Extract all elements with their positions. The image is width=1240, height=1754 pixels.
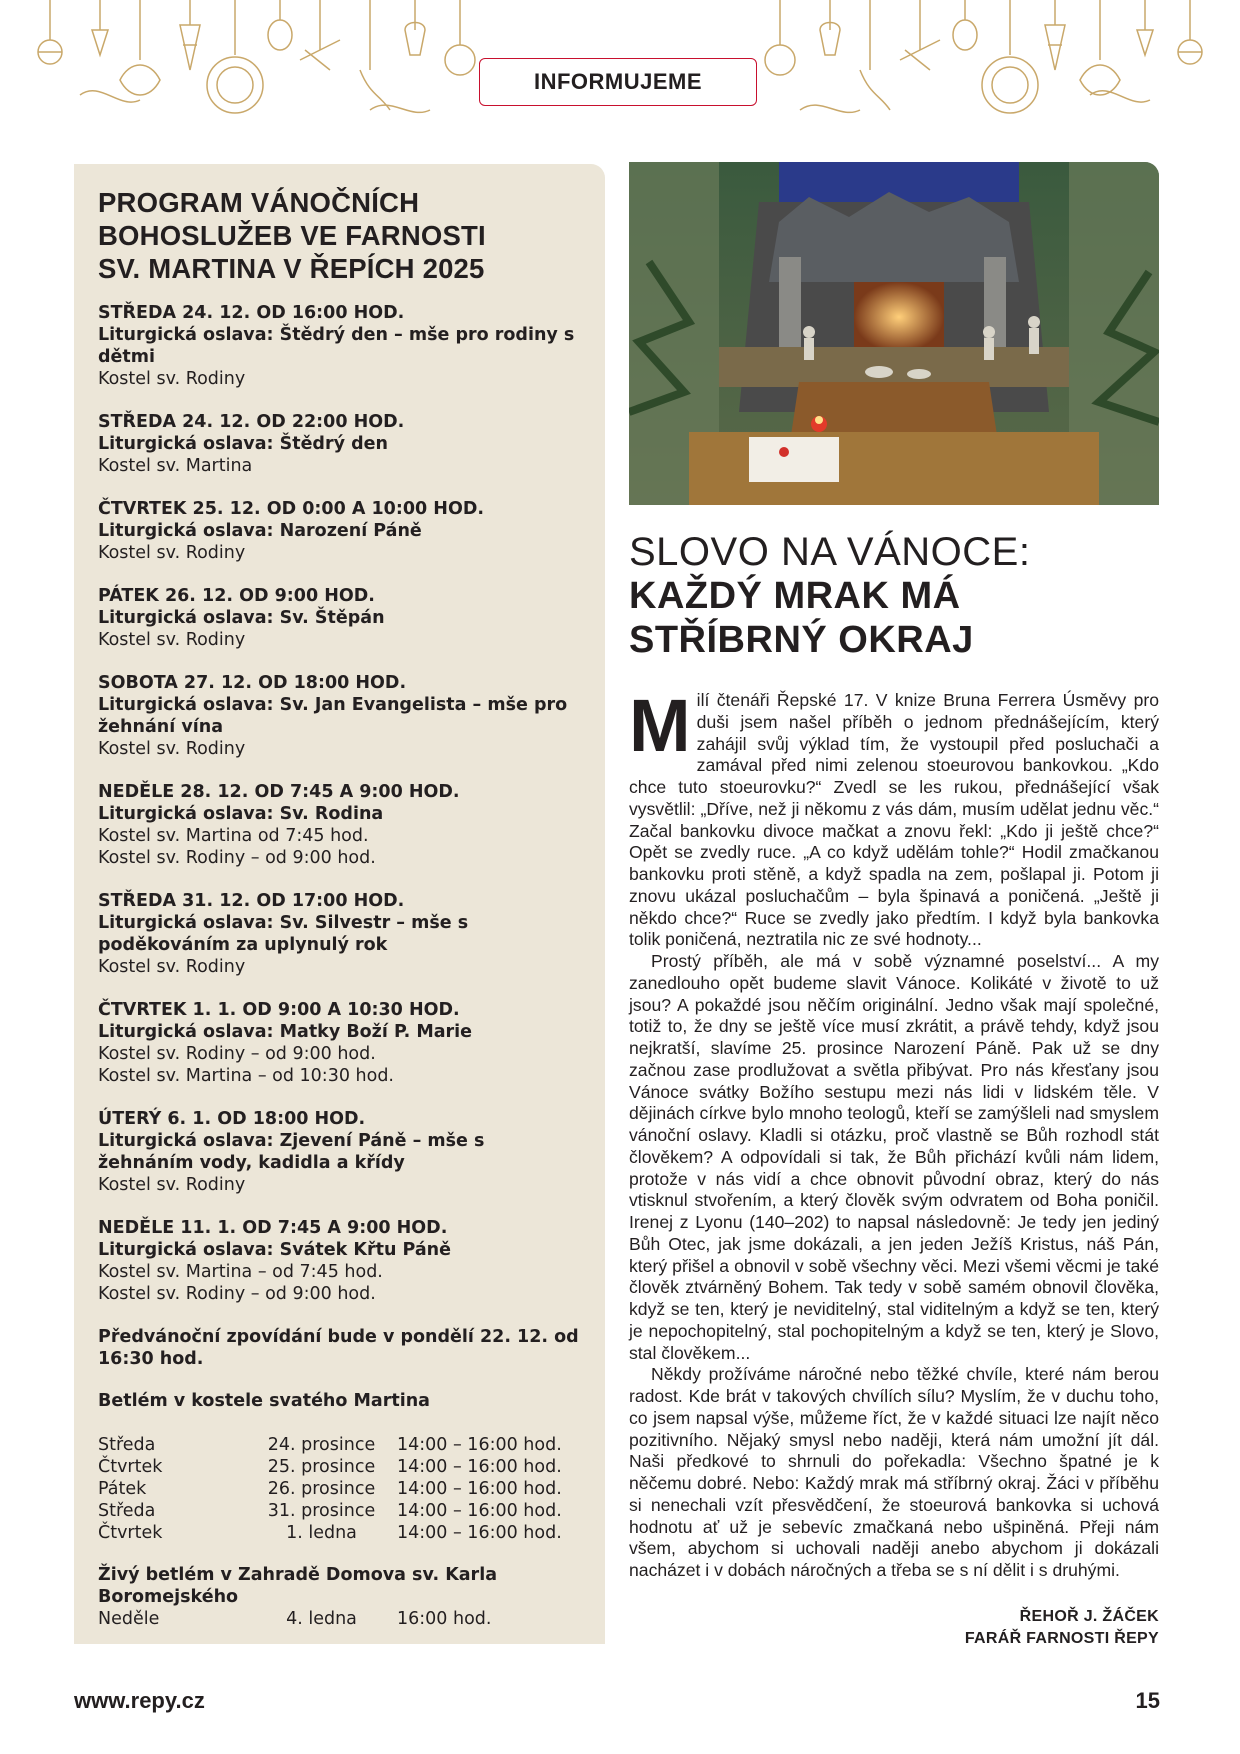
event-datetime: STŘEDA 24. 12. OD 22:00 HOD. bbox=[98, 412, 405, 432]
betlem-schedule bbox=[98, 1434, 581, 1544]
event-location: Kostel sv. Rodiny – od 9:00 hod. bbox=[98, 848, 376, 868]
event-location: Kostel sv. Rodiny bbox=[98, 543, 246, 563]
event-datetime: STŘEDA 31. 12. OD 17:00 HOD. bbox=[98, 891, 405, 911]
event-liturgy: Liturgická oslava: Sv. Štěpán bbox=[98, 608, 385, 628]
event-liturgy: Liturgická oslava: Svátek Křtu Páně bbox=[98, 1240, 451, 1260]
event-datetime: ČTVRTEK 25. 12. OD 0:00 A 10:00 HOD. bbox=[98, 499, 484, 519]
schedule-time: 14:00 – 16:00 hod. bbox=[397, 1479, 562, 1499]
event-location: Kostel sv. Rodiny bbox=[98, 369, 246, 389]
program-event bbox=[98, 498, 581, 564]
article-title bbox=[629, 530, 1169, 662]
event-datetime: STŘEDA 24. 12. OD 16:00 HOD. bbox=[98, 303, 405, 323]
program-title-line: SV. MARTINA V ŘEPÍCH 2025 bbox=[98, 253, 485, 284]
nativity-scene-image bbox=[629, 162, 1159, 505]
schedule-day: Čtvrtek bbox=[98, 1457, 163, 1477]
event-location: Kostel sv. Rodiny bbox=[98, 630, 246, 650]
article-first-paragraph-text: ilí čtenáři Řepské 17. V knize Bruna Ferrera Úsměvy pro duši jsem našel příběh o jednom přednášejícím, který zahájil svůj výklad tím, že vystoupil před posluchači a zamával před nimi zelenou stoeurovou bankovkou. „Kdo chce tuto stoeurovku?“ Zvedl se les rukou, přednášející však vysvětlil: „Dříve, než ji někomu z vás dám, musím udělat jednu věc.“ Začal bankovku divoce mačkat a znovu řekl: „Kdo ji ještě chce?“ Opět se zvedly ruce. „A co když udělám tohle?“ Hodil zmačkanou bankovku proti stěně, a když spadla na zem, pošlapal ji. Potom ji znovu ukázal posluchačům – byla špinavá a poničená. „Ještě ji někdo chce?“ Ruce se zvedly jako předtím. I když byla bankovka tolik poničená, neztratila nic ze své hodnoty... bbox=[629, 690, 1159, 950]
article-body bbox=[629, 684, 1159, 1582]
schedule-time: 14:00 – 16:00 hod. bbox=[397, 1501, 562, 1521]
event-datetime: SOBOTA 27. 12. OD 18:00 HOD. bbox=[98, 673, 407, 693]
program-event bbox=[98, 411, 581, 477]
schedule-day: Neděle bbox=[98, 1609, 160, 1629]
article-title-line: KAŽDÝ MRAK MÁ bbox=[629, 575, 961, 617]
author-role: FARÁŘ FARNOSTI ŘEPY bbox=[964, 1630, 1159, 1647]
article-title-line: STŘÍBRNÝ OKRAJ bbox=[629, 619, 974, 661]
schedule-time: 16:00 hod. bbox=[397, 1609, 492, 1629]
betlem-heading: Betlém v kostele svatého Martina bbox=[98, 1391, 430, 1411]
event-datetime: ČTVRTEK 1. 1. OD 9:00 A 10:30 HOD. bbox=[98, 1000, 460, 1020]
event-location: Kostel sv. Martina – od 7:45 hod. bbox=[98, 1262, 383, 1282]
section-label: INFORMUJEME bbox=[479, 58, 757, 106]
schedule-row bbox=[98, 1434, 581, 1456]
event-liturgy: Liturgická oslava: Zjevení Páně – mše s žehnáním vody, kadidla a křídy bbox=[98, 1131, 485, 1173]
program-event-list bbox=[98, 302, 581, 1305]
schedule-date: 26. prosince bbox=[267, 1479, 376, 1499]
program-event bbox=[98, 585, 581, 651]
author-signature bbox=[965, 1606, 1159, 1650]
event-location: Kostel sv. Rodiny bbox=[98, 1175, 246, 1195]
program-title-line: PROGRAM VÁNOČNÍCH bbox=[98, 187, 420, 218]
schedule-row bbox=[98, 1608, 581, 1630]
nativity-photo bbox=[629, 162, 1159, 505]
page-number: 15 bbox=[1135, 1688, 1160, 1713]
schedule-day: Středa bbox=[98, 1435, 156, 1455]
event-location: Kostel sv. Rodiny bbox=[98, 739, 246, 759]
event-liturgy: Liturgická oslava: Narození Páně bbox=[98, 521, 422, 541]
schedule-day: Pátek bbox=[98, 1479, 147, 1499]
event-location: Kostel sv. Martina bbox=[98, 456, 253, 476]
program-event bbox=[98, 1217, 581, 1305]
event-liturgy: Liturgická oslava: Sv. Jan Evangelista – mše pro žehnání vína bbox=[98, 695, 568, 737]
drop-cap: M bbox=[629, 684, 691, 767]
zivy-betlem-schedule bbox=[98, 1608, 581, 1630]
schedule-date: 1. ledna bbox=[286, 1523, 357, 1543]
program-event bbox=[98, 302, 581, 390]
article-paragraph bbox=[629, 684, 1159, 951]
schedule-day: Čtvrtek bbox=[98, 1523, 163, 1543]
christmas-ornaments-right bbox=[760, 0, 1220, 140]
schedule-date: 25. prosince bbox=[267, 1457, 376, 1477]
article-title-kicker: SLOVO NA VÁNOCE: bbox=[629, 530, 1031, 574]
event-location: Kostel sv. Martina od 7:45 hod. bbox=[98, 826, 369, 846]
program-event bbox=[98, 781, 581, 869]
event-datetime: NEDĚLE 28. 12. OD 7:45 A 9:00 HOD. bbox=[98, 782, 460, 802]
event-datetime: NEDĚLE 11. 1. OD 7:45 A 9:00 HOD. bbox=[98, 1218, 448, 1238]
event-location: Kostel sv. Rodiny – od 9:00 hod. bbox=[98, 1044, 376, 1064]
article-paragraph: Někdy prožíváme náročné nebo těžké chvíle, které nám berou radost. Kde brát v takových chvílích sílu? Myslím, že v duchu toho, co jsem napsal výše, můžeme říct, že v každé situaci lze najít něco pozitivního. Nějaký smysl nebo naději, která nám umožní jít dál. Naši předkové to shrnuli do pořekadla: Všechno špatné je k něčemu dobré. Nebo: Každý mrak má stříbrný okraj. Žáci v příběhu si nenechali vzít přesvědčení, že stoeurová bankovka si uchová hodnotu ať už je sebevíc zmačkaná nebo ušpiněná. Přeji nám všem, abychom si uchovali naději anebo abychom ji dokázali nacházet i v dobách náročných a třeba se s ní dělit i s druhými. bbox=[629, 1364, 1159, 1580]
event-location: Kostel sv. Martina – od 10:30 hod. bbox=[98, 1066, 394, 1086]
confession-note: Předvánoční zpovídání bude v pondělí 22. 12. od 16:30 hod. bbox=[98, 1327, 579, 1369]
program-title bbox=[98, 186, 581, 285]
schedule-day: Středa bbox=[98, 1501, 156, 1521]
event-liturgy: Liturgická oslava: Sv. Silvestr – mše s poděkováním za uplynulý rok bbox=[98, 913, 469, 955]
footer-website-link[interactable]: www.repy.cz bbox=[74, 1688, 205, 1713]
schedule-row bbox=[98, 1500, 581, 1522]
article-paragraph: Prostý příběh, ale má v sobě významné poselství... A my zanedlouho opět budeme slavit Vánoce. Kolikáté v životě to už jsou? A pokaždé jsou něčím originální. Jedno však mají společné, totiž to, že dny se ještě více musí zkrátit, a právě tehdy, když jsou nejkratší, slavíme 25. prosince Narození Páně. Pak už se dny začnou zase prodlužovat a světla přibývat. Pro nás křesťany jsou Vánoce svátky Božího sestupu mezi nás lidi v lidském těle. V dějinách církve bylo mnoho teologů, kteří se zamýšleli nad smyslem vánoční oslavy. Kladli si otázku, proč vlastně se Bůh rozhodl stát člověkem? A odpovídali si tak, že Bůh přichází kvůli nám lidem, protože v nás vidí a chce obnovit původní obraz, který do nás vtisknul stvořením, a který člověk svým odvratem od Boha poničil. Irenej z Lyonu (140–202) to napsal následovně: Je tedy jen jediný Bůh Otec, jak jsme dokázali, a jen jeden Ježíš Kristus, náš Pán, který přišel a obnovil v sobě všechny věci. Mezi všemi věcmi je také člověk ztvárněný Bohem. Tak tedy v sobě samém obnovil člověka, když se ten, který je neviditelný, stal viditelným a když se ten, který je nepochopitelný, stal pochopitelným a když se ten, který je Slovo, stal člověkem... bbox=[629, 951, 1159, 1363]
event-liturgy: Liturgická oslava: Matky Boží P. Marie bbox=[98, 1022, 473, 1042]
author-name: ŘEHOŘ J. ŽÁČEK bbox=[1019, 1608, 1159, 1625]
schedule-row bbox=[98, 1478, 581, 1500]
schedule-date: 4. ledna bbox=[286, 1609, 357, 1629]
program-title-line: BOHOSLUŽEB VE FARNOSTI bbox=[98, 220, 486, 251]
event-location: Kostel sv. Rodiny – od 9:00 hod. bbox=[98, 1284, 376, 1304]
program-event bbox=[98, 672, 581, 760]
event-liturgy: Liturgická oslava: Sv. Rodina bbox=[98, 804, 384, 824]
program-event bbox=[98, 1108, 581, 1196]
schedule-date: 31. prosince bbox=[267, 1501, 376, 1521]
schedule-time: 14:00 – 16:00 hod. bbox=[397, 1457, 562, 1477]
schedule-date: 24. prosince bbox=[267, 1435, 376, 1455]
schedule-row bbox=[98, 1522, 581, 1544]
program-event bbox=[98, 999, 581, 1087]
schedule-time: 14:00 – 16:00 hod. bbox=[397, 1435, 562, 1455]
christmas-ornaments-left bbox=[20, 0, 480, 140]
program-box bbox=[74, 164, 605, 1644]
event-liturgy: Liturgická oslava: Štědrý den – mše pro rodiny s dětmi bbox=[98, 325, 575, 367]
schedule-row bbox=[98, 1456, 581, 1478]
schedule-time: 14:00 – 16:00 hod. bbox=[397, 1523, 562, 1543]
event-liturgy: Liturgická oslava: Štědrý den bbox=[98, 434, 388, 454]
program-event bbox=[98, 890, 581, 978]
event-location: Kostel sv. Rodiny bbox=[98, 957, 246, 977]
event-datetime: ÚTERÝ 6. 1. OD 18:00 HOD. bbox=[98, 1109, 366, 1129]
event-datetime: PÁTEK 26. 12. OD 9:00 HOD. bbox=[98, 586, 375, 606]
zivy-betlem-heading: Živý betlém v Zahradě Domova sv. Karla Boromejského bbox=[98, 1565, 497, 1607]
